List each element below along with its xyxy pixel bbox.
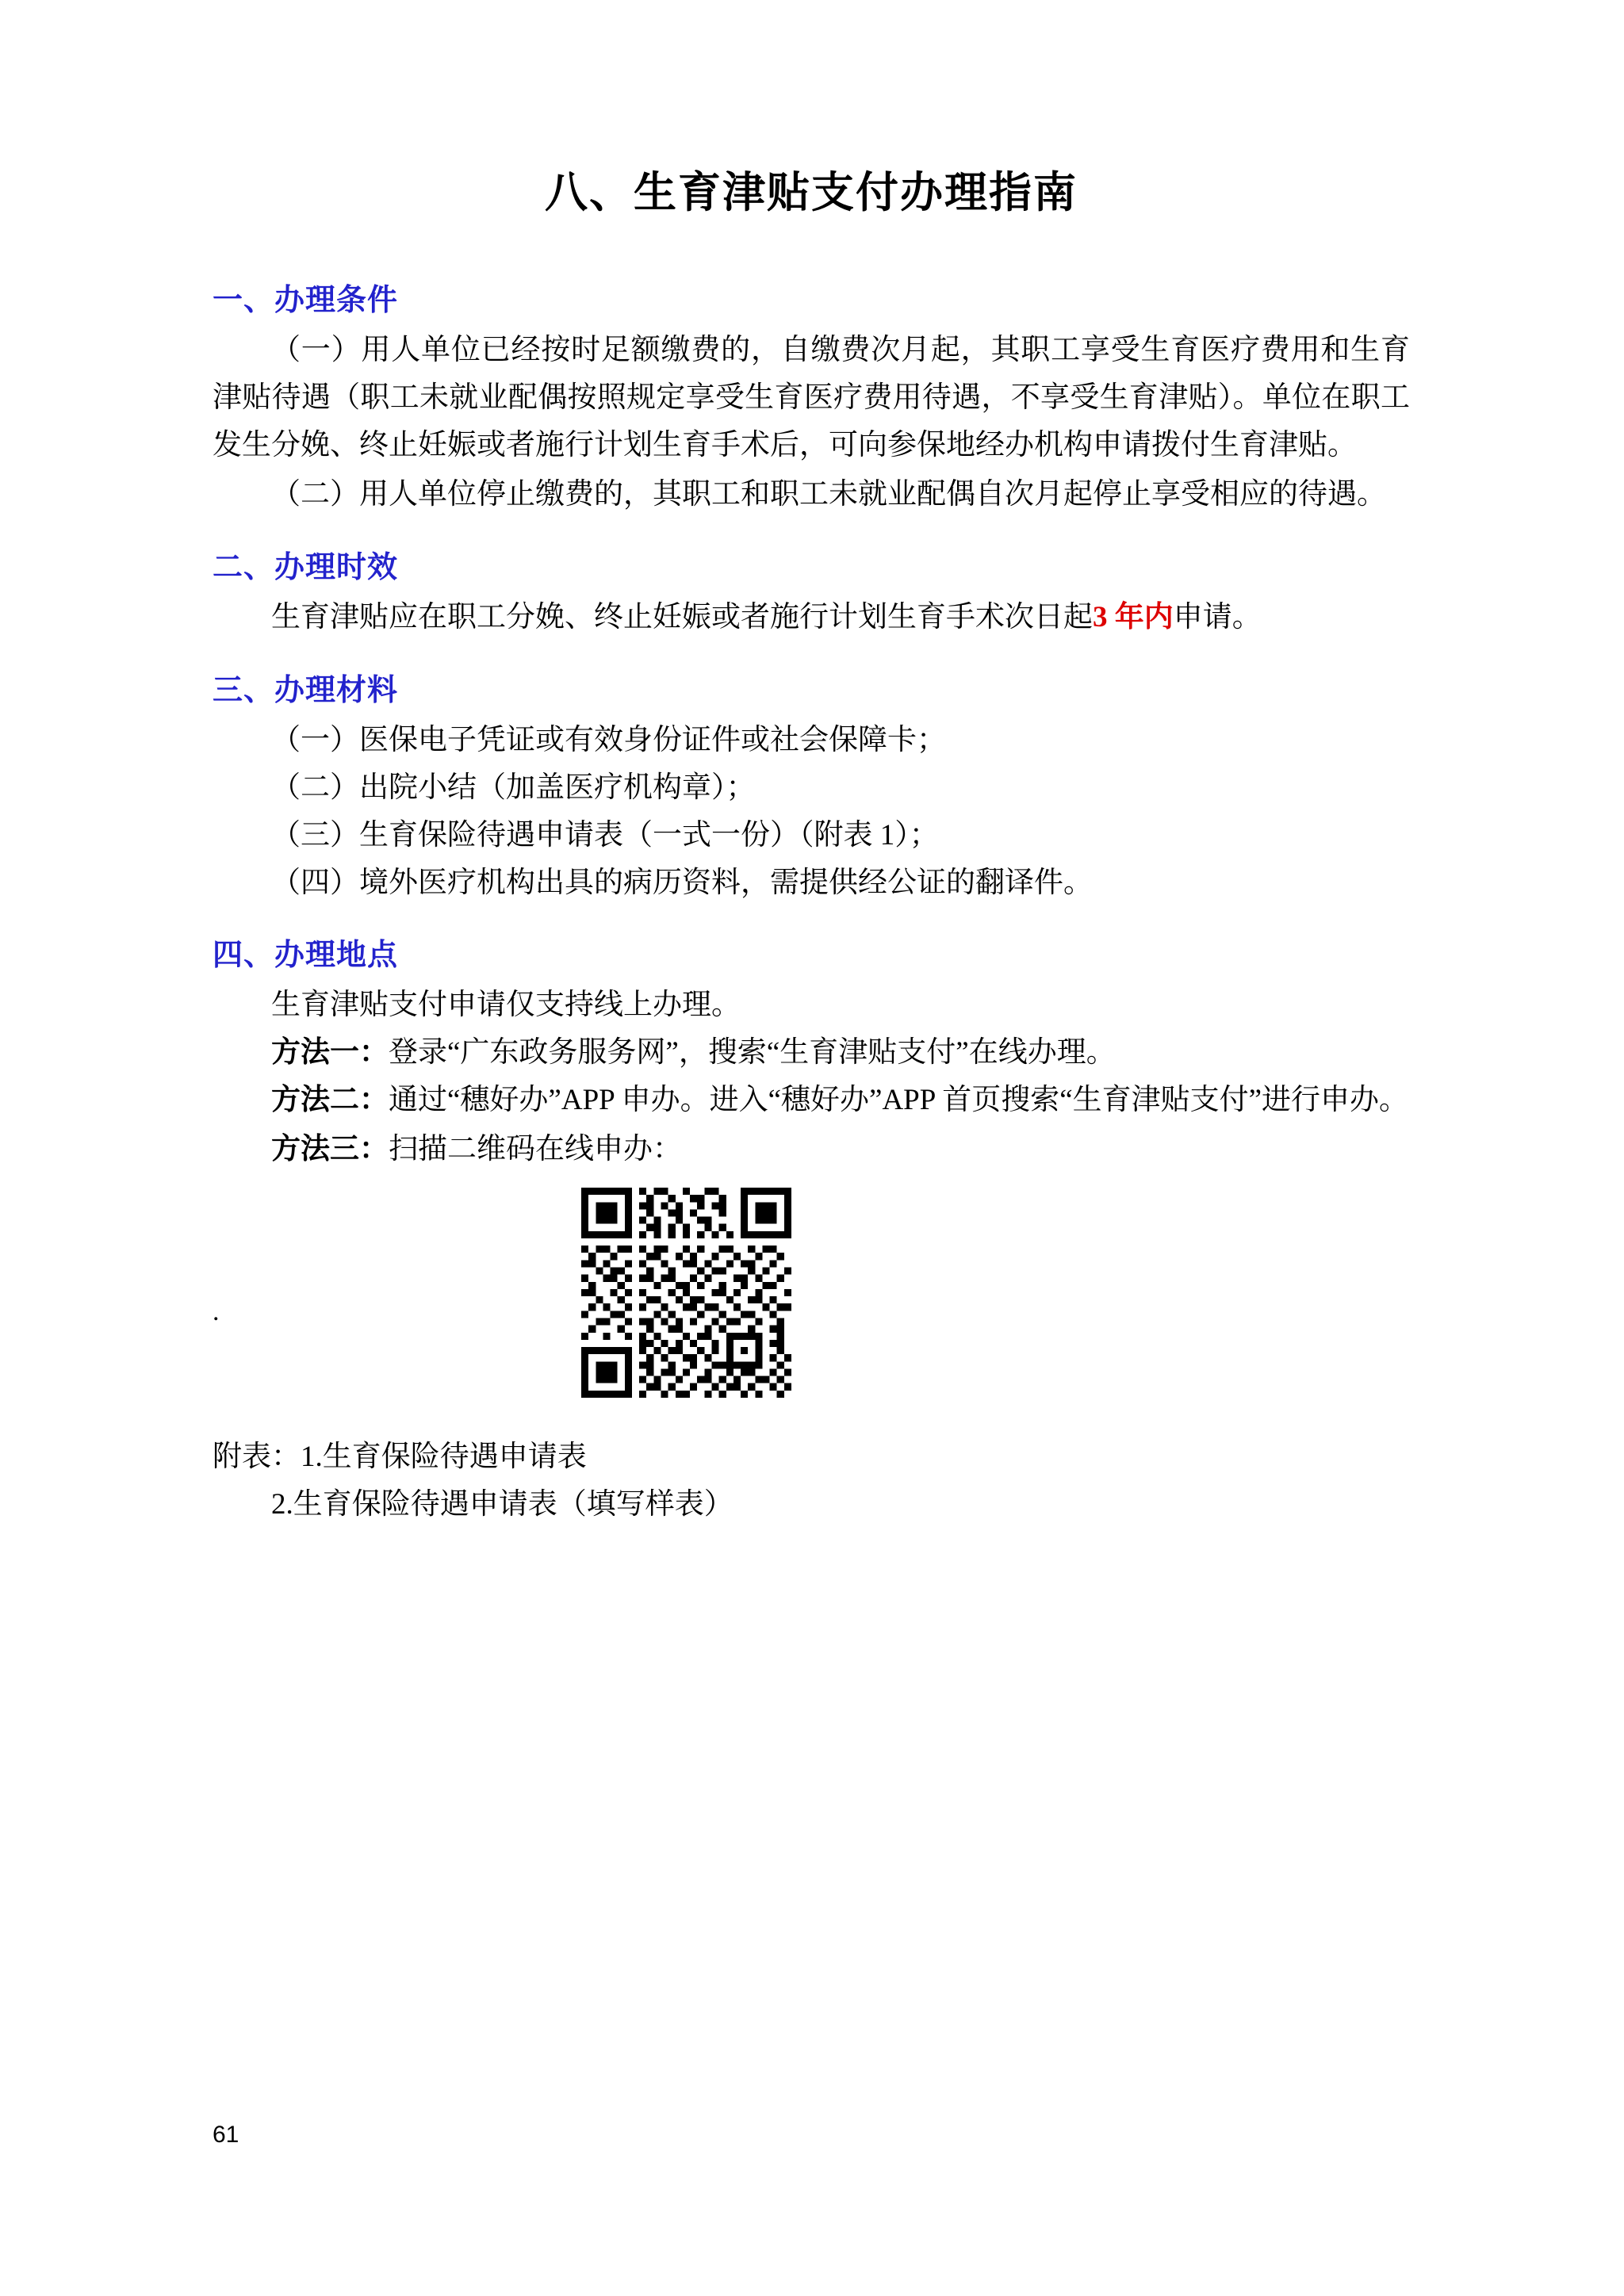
method-three-label: 方法三： <box>271 1133 389 1166</box>
method-one <box>213 1029 1410 1077</box>
paragraph-location-intro: 生育津贴支付申请仅支持线上办理。 <box>271 989 741 1022</box>
method-two-label: 方法二： <box>271 1084 389 1117</box>
qr-code-icon[interactable] <box>581 1188 791 1398</box>
stray-dot-mark: . <box>213 1297 220 1327</box>
timeliness-highlight: 3 年内 <box>1093 600 1174 633</box>
qr-section <box>213 1188 1410 1433</box>
timeliness-suffix: 申请。 <box>1173 600 1262 633</box>
section-heading-timeliness: 二、办理时效 <box>213 550 399 584</box>
attachment-line-2: 2.生育保险待遇申请表（填写样表） <box>271 1488 733 1521</box>
paragraph-timeliness <box>213 594 1410 641</box>
attachment-line-1: 附表：1.生育保险待遇申请表 <box>213 1441 587 1474</box>
page-title: 八、生育津贴支付办理指南 <box>545 169 1078 216</box>
page-number: 61 <box>213 2122 239 2148</box>
method-one-label: 方法一： <box>271 1036 389 1070</box>
paragraph-condition-2: （二）用人单位停止缴费的，其职工和职工未就业配偶自次月起停止享受相应的待遇。 <box>271 477 1386 511</box>
method-one-text: 登录“广东政务服务网”，搜索“生育津贴支付”在线办理。 <box>389 1036 1116 1070</box>
method-two <box>213 1077 1410 1124</box>
section-heading-location: 四、办理地点 <box>213 939 399 973</box>
material-item-3: （三）生育保险待遇申请表（一式一份）（附表 1）； <box>271 818 939 851</box>
method-three-text: 扫描二维码在线申办： <box>389 1133 682 1166</box>
section-heading-materials: 三、办理材料 <box>213 673 399 707</box>
paragraph-condition-1: （一）用人单位已经按时足额缴费的，自缴费次月起，其职工享受生育医疗费用和生育津贴待遇（职工未就业配偶按照规定享受生育医疗费用待遇，不享受生育津贴）。单位在职工发生分娩、终止妊娠或者施行计划生育手术后，可向参保地经办机构申请拨付生育津贴。 <box>213 334 1410 461</box>
material-item-2: （二）出院小结（加盖医疗机构章）； <box>271 771 756 804</box>
material-item-1: （一）医保电子凭证或有效身份证件或社会保障卡； <box>271 723 946 756</box>
material-item-4: （四）境外医疗机构出具的病历资料，需提供经公证的翻译件。 <box>271 866 1093 899</box>
method-three <box>213 1126 1410 1173</box>
document-body <box>213 159 1410 1529</box>
section-heading-conditions: 一、办理条件 <box>213 284 399 317</box>
method-two-text: 通过“穗好办”APP 申办。进入“穗好办”APP 首页搜索“生育津贴支付”进行申办。 <box>389 1084 1409 1117</box>
timeliness-prefix: 生育津贴应在职工分娩、终止妊娠或者施行计划生育手术次日起 <box>271 600 1093 633</box>
